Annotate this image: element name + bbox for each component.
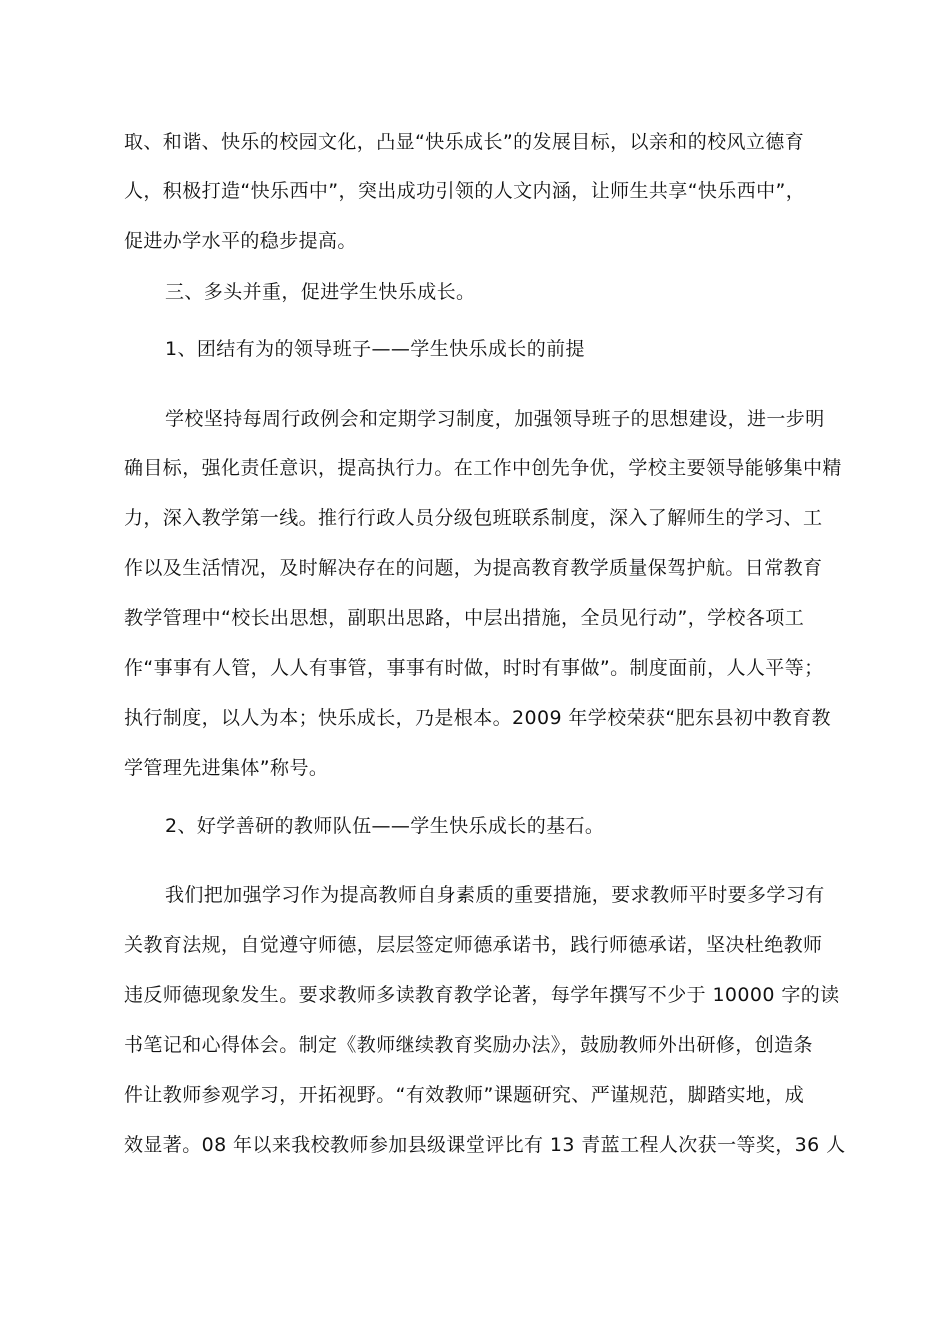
- section-heading-3: 三、多头并重，促进学生快乐成长。: [165, 281, 476, 303]
- para1-line-1: 取、和谐、快乐的校园文化，凸显“快乐成长”的发展目标，以亲和的校风立德育: [124, 131, 805, 153]
- para1-line-2: 人，积极打造“快乐西中”，突出成功引领的人文内涵，让师生共享“快乐西中”，: [124, 180, 806, 202]
- subheading-1: 1、团结有为的领导班子——学生快乐成长的前提: [165, 338, 585, 360]
- para2-line-2: 确目标，强化责任意识，提高执行力。在工作中创先争优，学校主要领导能够集中精: [124, 457, 842, 479]
- para2-line-1: 学校坚持每周行政例会和定期学习制度，加强领导班子的思想建设，进一步明: [165, 408, 825, 430]
- subheading-2: 2、好学善研的教师队伍——学生快乐成长的基石。: [165, 815, 605, 837]
- para2-line-3: 力，深入教学第一线。推行行政人员分级包班联系制度，深入了解师生的学习、工: [124, 507, 823, 529]
- para2-line-6: 作“事事有人管，人人有事管，事事有时做，时时有事做”。制度面前，人人平等；: [124, 657, 824, 679]
- para3-line-1: 我们把加强学习作为提高教师自身素质的重要措施，要求教师平时要多学习有: [165, 884, 825, 906]
- para3-line-6: 效显著。08 年以来我校教师参加县级课堂评比有 13 青蓝工程人次获一等奖，36 人: [124, 1134, 846, 1156]
- para2-line-4: 作以及生活情况，及时解决存在的问题，为提高教育教学质量保驾护航。日常教育: [124, 557, 823, 579]
- para3-line-3: 违反师德现象发生。要求教师多读教育教学论著，每学年撰写不少于 10000 字的读: [124, 984, 840, 1006]
- para2-line-7: 执行制度，以人为本；快乐成长，乃是根本。2009 年学校荣获“肥东县初中教育教: [124, 707, 831, 729]
- para3-line-4: 书笔记和心得体会。制定《教师继续教育奖励办法》，鼓励教师外出研修，创造条: [124, 1034, 813, 1056]
- para2-line-8: 学管理先进集体”称号。: [124, 757, 329, 779]
- para1-line-3: 促进办学水平的稳步提高。: [124, 230, 357, 252]
- para3-line-5: 件让教师参观学习，开拓视野。“有效教师”课题研究、严谨规范，脚踏实地，成: [124, 1084, 805, 1106]
- para2-line-5: 教学管理中“校长出思想，副职出思路，中层出措施，全员见行动”，学校各项工: [124, 607, 805, 629]
- para3-line-2: 关教育法规，自觉遵守师德，层层签定师德承诺书，践行师德承诺，坚决杜绝教师: [124, 934, 823, 956]
